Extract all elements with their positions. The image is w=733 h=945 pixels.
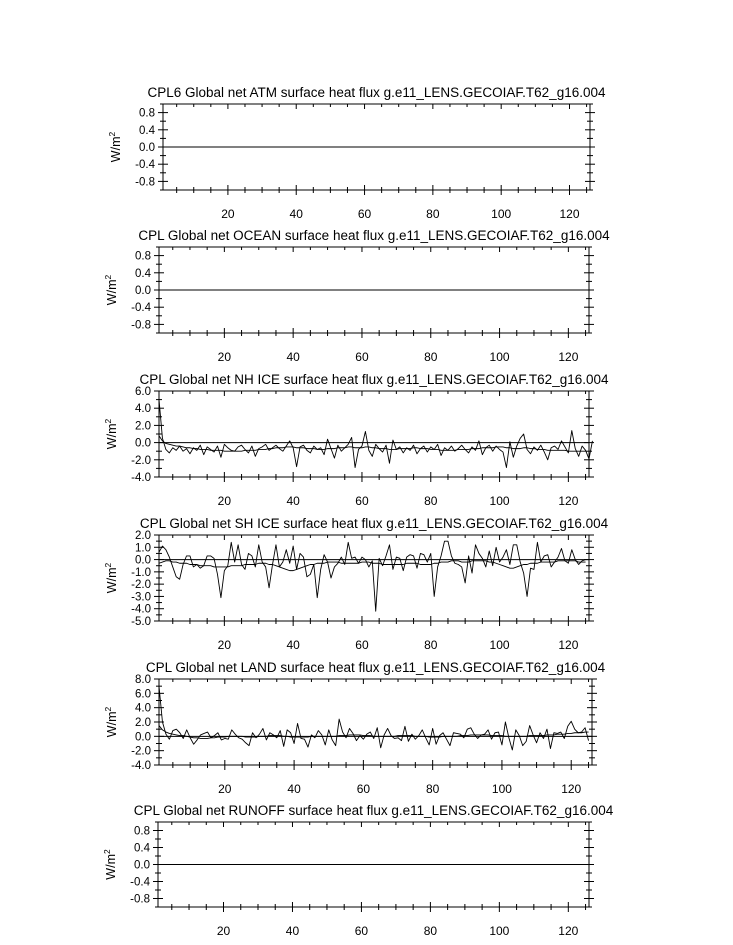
x-tick-label: 100 <box>489 638 510 652</box>
y-axis-label-unit: W/m <box>105 567 119 594</box>
y-tick-label: -2.0 <box>131 454 151 467</box>
y-axis-label <box>102 849 118 880</box>
x-tick-label: 20 <box>218 782 232 796</box>
y-axis-label-superscript: 2 <box>107 131 117 137</box>
series-line-1 <box>159 541 586 611</box>
chart-title: CPL Global net NH ICE surface heat flux g.e11_LENS.GECOIAF.T62_g16.004 <box>139 372 609 387</box>
x-tick-label: 20 <box>217 494 232 508</box>
plot-frame <box>159 391 589 477</box>
y-axis-label-unit: W/m <box>109 136 123 163</box>
x-tick-label: 60 <box>355 638 369 652</box>
y-tick-label: -1.0 <box>131 566 151 579</box>
y-tick-label: 0.8 <box>135 250 151 263</box>
x-tick-label: 80 <box>424 638 438 652</box>
chart-panel-2 <box>103 228 610 364</box>
y-tick-label: 0.4 <box>135 267 151 280</box>
x-tick-label: 100 <box>489 350 510 364</box>
y-axis-label-superscript: 2 <box>103 418 113 424</box>
x-tick-label: 20 <box>216 924 231 938</box>
y-axis-label-superscript: 2 <box>103 706 113 712</box>
y-tick-label: 0.0 <box>139 142 155 154</box>
y-tick-label: 0.0 <box>135 437 151 450</box>
y-axis-label <box>103 707 119 738</box>
y-axis-label-unit: W/m <box>105 279 119 306</box>
y-tick-label: -5.0 <box>131 616 151 628</box>
x-tick-label: 40 <box>286 350 300 364</box>
y-axis-label-unit: W/m <box>105 711 119 738</box>
y-tick-label: 1.0 <box>135 542 151 555</box>
x-tick-label: 100 <box>491 207 512 221</box>
y-tick-label: -0.8 <box>130 893 150 906</box>
y-tick-label: 2.0 <box>135 530 151 542</box>
y-axis-label-unit: W/m <box>105 423 119 450</box>
y-tick-label: 0.0 <box>135 731 151 744</box>
chart-panel-1 <box>107 85 606 221</box>
x-tick-label: 40 <box>289 207 303 221</box>
x-tick-label: 80 <box>426 207 440 221</box>
y-axis-label-superscript: 2 <box>103 562 113 568</box>
y-tick-label: 6.0 <box>135 688 151 701</box>
x-tick-label: 100 <box>491 782 512 796</box>
x-tick-label: 60 <box>355 350 369 364</box>
chart-title: CPL Global net RUNOFF surface heat flux g.e11_LENS.GECOIAF.T62_g16.004 <box>133 803 614 818</box>
x-tick-label: 80 <box>423 924 438 938</box>
y-tick-label: 0.8 <box>134 825 150 838</box>
y-tick-label: 6.0 <box>135 386 151 398</box>
chart-title: CPL Global net OCEAN surface heat flux g.e11_LENS.GECOIAF.T62_g16.004 <box>138 228 610 243</box>
y-tick-label: -0.4 <box>130 876 150 889</box>
y-tick-label: -0.4 <box>135 159 155 172</box>
x-tick-label: 120 <box>558 638 579 652</box>
y-axis-label <box>107 132 123 163</box>
x-tick-label: 20 <box>221 207 235 221</box>
chart-panel-6 <box>102 803 614 938</box>
x-tick-label: 120 <box>558 350 579 364</box>
x-tick-label: 80 <box>425 782 440 796</box>
y-tick-label: 0.0 <box>134 859 150 872</box>
series-line-1 <box>159 686 589 750</box>
x-tick-label: 60 <box>354 924 369 938</box>
y-tick-label: 0.8 <box>139 107 155 120</box>
y-axis-label-unit: W/m <box>104 854 118 880</box>
x-tick-label: 40 <box>287 782 301 796</box>
y-tick-label: 4.0 <box>135 403 151 416</box>
y-axis-label <box>103 275 119 306</box>
y-tick-label: -0.8 <box>131 319 151 332</box>
x-tick-label: 80 <box>424 494 438 508</box>
x-tick-label: 40 <box>286 494 300 508</box>
x-tick-label: 120 <box>558 924 579 938</box>
y-tick-label: -3.0 <box>131 591 151 604</box>
y-tick-label: -4.0 <box>131 760 151 772</box>
x-tick-label: 60 <box>357 207 372 221</box>
y-tick-label: 8.0 <box>135 674 151 686</box>
chart-title: CPL6 Global net ATM surface heat flux g.e11_LENS.GECOIAF.T62_g16.004 <box>147 85 606 100</box>
y-tick-label: 0.0 <box>135 554 151 567</box>
chart-panel-4 <box>103 516 609 652</box>
y-tick-label: 2.0 <box>135 717 151 729</box>
y-tick-label: -2.0 <box>131 579 151 592</box>
x-tick-label: 100 <box>489 924 510 938</box>
y-tick-label: -4.0 <box>131 603 151 616</box>
y-axis-label-superscript: 2 <box>102 849 112 855</box>
y-axis-label <box>103 419 119 450</box>
y-tick-label: -2.0 <box>131 745 151 758</box>
x-tick-label: 60 <box>355 494 369 508</box>
y-tick-label: 2.0 <box>135 420 151 433</box>
x-tick-label: 120 <box>558 494 579 508</box>
chart-panel-3 <box>103 372 609 508</box>
x-tick-label: 60 <box>356 782 371 796</box>
y-tick-label: -0.8 <box>135 176 155 189</box>
x-tick-label: 40 <box>285 924 300 938</box>
y-axis-label-superscript: 2 <box>103 274 113 280</box>
series-line-1 <box>159 400 592 468</box>
y-tick-label: 0.0 <box>135 285 151 297</box>
chart-title: CPL Global net LAND surface heat flux g.e11_LENS.GECOIAF.T62_g16.004 <box>145 660 606 675</box>
x-tick-label: 100 <box>489 494 510 508</box>
y-axis-label <box>103 563 119 594</box>
y-tick-label: 4.0 <box>135 702 151 715</box>
y-tick-label: -4.0 <box>131 472 151 484</box>
x-tick-label: 120 <box>561 782 582 796</box>
y-tick-label: 0.4 <box>134 842 150 855</box>
chart-panel-5 <box>103 660 606 796</box>
x-tick-label: 20 <box>217 638 232 652</box>
y-tick-label: 0.4 <box>139 124 155 137</box>
x-tick-label: 120 <box>559 207 580 221</box>
plot-frame <box>159 679 592 765</box>
y-tick-label: -0.4 <box>131 302 151 315</box>
x-tick-label: 40 <box>286 638 300 652</box>
chart-title: CPL Global net SH ICE surface heat flux g.e11_LENS.GECOIAF.T62_g16.004 <box>139 516 609 531</box>
x-tick-label: 80 <box>424 350 438 364</box>
x-tick-label: 20 <box>217 350 232 364</box>
